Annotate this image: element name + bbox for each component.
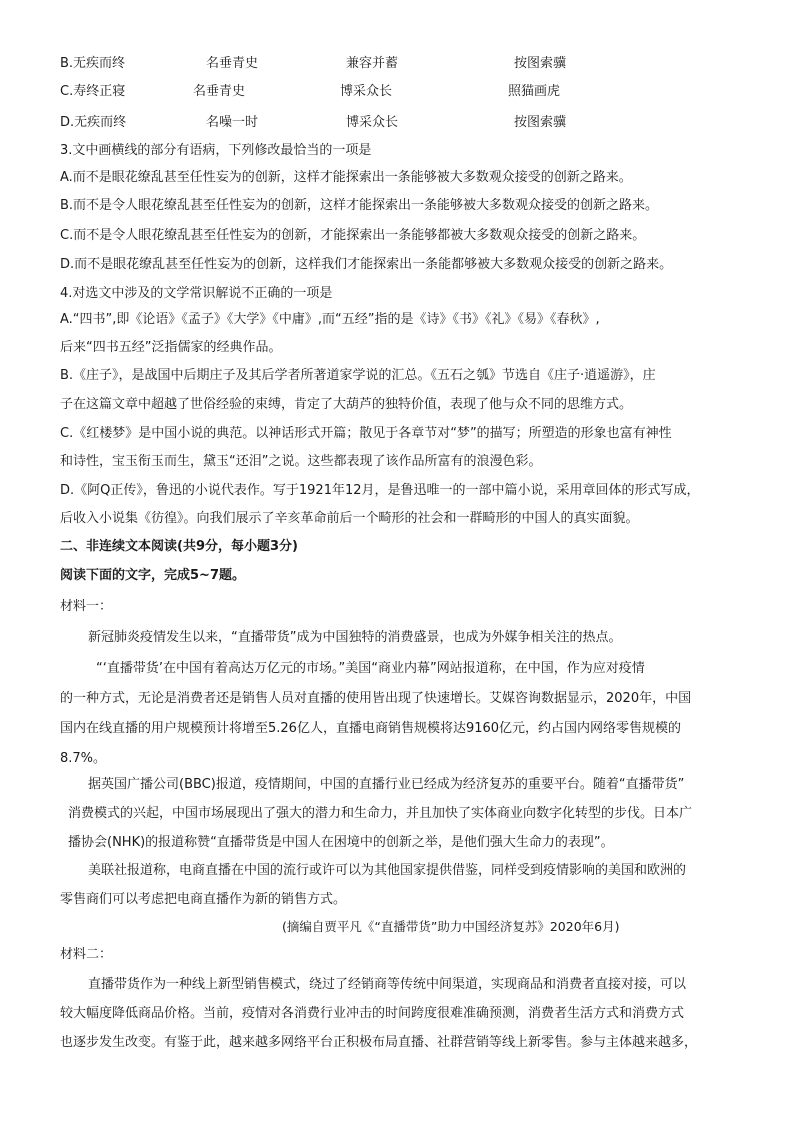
q4-option-c-line1: C.《红楼梦》是中国小说的典范。以神话形式开篇；散见于各章节对“梦”的描写；所塑造的形象也富有神性 xyxy=(60,426,672,441)
material1-source: (摘编自贾平凡《“直播带货”助力中国经济复苏》2020年6月) xyxy=(282,919,620,934)
q2-option-d-word2: 名噪一时 xyxy=(206,115,259,130)
section2-heading: 二、非连续文本阅读(共9分，每小题3分) xyxy=(60,539,298,554)
material1-p4-line2: 零售商们可以考虑把电商直播作为新的销售方式。 xyxy=(60,892,347,907)
material2-p1-line2: 较大幅度降低商品价格。当前，疫情对各消费行业冲击的时间跨度很难准确预测，消费者生活方式和消费方式 xyxy=(60,1006,685,1021)
material1-p2-line4: 8.7%。 xyxy=(60,751,107,766)
material1-p2-line2: 的一种方式，无论是消费者还是销售人员对直播的使用皆出现了快速增长。艾媒咨询数据显示，2020年，中国 xyxy=(60,691,692,706)
q2-option-c-word2: 名垂青史 xyxy=(193,84,246,99)
material1-label: 材料一： xyxy=(60,599,113,614)
q2-option-c-word3: 博采众长 xyxy=(340,84,393,99)
q3-stem: 3.文中画横线的部分有语病，下列修改最恰当的一项是 xyxy=(60,143,372,158)
q2-option-c-letter: C.寿终正寝 xyxy=(60,84,126,99)
q3-option-b: B.而不是令人眼花缭乱甚至任性妄为的创新，这样才能探索出一条能够被大多数观众接受的创新之路来。 xyxy=(60,198,659,213)
q2-option-b-letter: B.无疾而终 xyxy=(60,56,126,71)
q4-option-d-line1: D.《阿Q正传》，鲁迅的小说代表作。写于1921年12月，是鲁迅唯一的一部中篇小说，采用章回体的形式写成， xyxy=(60,483,700,498)
material1-p4-line1: 美联社报道称，电商直播在中国的流行或许可以为其他国家提供借鉴，同样受到疫情影响的美国和欧洲的 xyxy=(88,863,687,878)
material1-p1: 新冠肺炎疫情发生以来，“直播带货”成为中国独特的消费盛景，也成为外媒争相关注的热点。 xyxy=(88,630,622,645)
material2-p1-line3: 也逐步发生改变。有鉴于此，越来越多网络平台正积极布局直播、社群营销等线上新零售。参与主体越来越多， xyxy=(60,1035,698,1050)
q4-option-b-line2: 子在这篇文章中超越了世俗经验的束缚，肯定了大葫芦的独特价值，表现了他与众不同的思维方式。 xyxy=(60,397,633,412)
material2-p1-line1: 直播带货作为一种线上新型销售模式，绕过了经销商等传统中间渠道，实现商品和消费者直接对接，可以 xyxy=(88,977,687,992)
q3-option-c: C.而不是令人眼花缭乱甚至任性妄为的创新，才能探索出一条能够都被大多数观众接受的创新之路来。 xyxy=(60,228,646,243)
q3-option-a: A.而不是眼花缭乱甚至任性妄为的创新，这样才能探索出一条能够被大多数观众接受的创新之路来。 xyxy=(60,170,632,185)
q2-option-d-word4: 按图索骥 xyxy=(514,115,567,130)
q2-option-d-word3: 博采众长 xyxy=(346,115,399,130)
q4-option-a-line1: A.“四书”,即《论语》《孟子》《大学》《中庸》,而“五经”指的是《诗》《书》《礼》《易》《春秋》, xyxy=(60,312,600,327)
q4-option-c-line2: 和诗性，宝玉衔玉而生，黛玉“还泪”之说。这些都表现了该作品所富有的浪漫色彩。 xyxy=(60,454,542,469)
q4-option-a-line2: 后来“四书五经”泛指儒家的经典作品。 xyxy=(60,340,282,355)
material1-p2-line1: “‘直播带货’在中国有着高达万亿元的市场。”美国“商业内幕”网站报道称，在中国，作为应对疫情 xyxy=(96,661,645,676)
section2-instruction: 阅读下面的文字，完成5~7题。 xyxy=(60,568,245,583)
q4-option-b-line1: B.《庄子》，是战国中后期庄子及其后学者所著道家学说的汇总。《五石之瓠》节选自《庄子·逍遥游》，庄 xyxy=(60,368,656,383)
q2-option-b-word3: 兼容并蓄 xyxy=(346,56,399,71)
material1-p2-line3: 国内在线直播的用户规模预计将增至5.26亿人，直播电商销售规模将达9160亿元，约占国内网络零售规模的 xyxy=(60,721,682,736)
q2-option-d-letter: D.无疾而终 xyxy=(60,115,127,130)
q3-option-d: D.而不是眼花缭乱甚至任性妄为的创新，这样我们才能探索出一条能都够被大多数观众接受的创新之路来。 xyxy=(60,257,673,272)
q2-option-c-word4: 照猫画虎 xyxy=(508,84,561,99)
q4-option-d-line2: 后收入小说集《彷徨》。向我们展示了辛亥革命前后一个畸形的社会和一群畸形的中国人的真实面貌。 xyxy=(60,511,639,526)
q4-stem: 4.对选文中涉及的文学常识解说不正确的一项是 xyxy=(60,286,333,301)
material1-p3-line2: 消费模式的兴起，中国市场展现出了强大的潜力和生命力，并且加快了实体商业向数字化转型的步伐。日本广 xyxy=(68,806,693,821)
q2-option-b-word4: 按图索骥 xyxy=(514,56,567,71)
material1-p3-line1: 据英国广播公司(BBC)报道，疫情期间，中国的直播行业已经成为经济复苏的重要平台。随着“直播带货” xyxy=(88,777,685,792)
q2-option-b-word2: 名垂青史 xyxy=(206,56,259,71)
material1-p3-line3: 播协会(NHK)的报道称赞“直播带货是中国人在困境中的创新之举，是他们强大生命力的表现”。 xyxy=(68,835,614,850)
material2-label: 材料二： xyxy=(60,947,113,962)
